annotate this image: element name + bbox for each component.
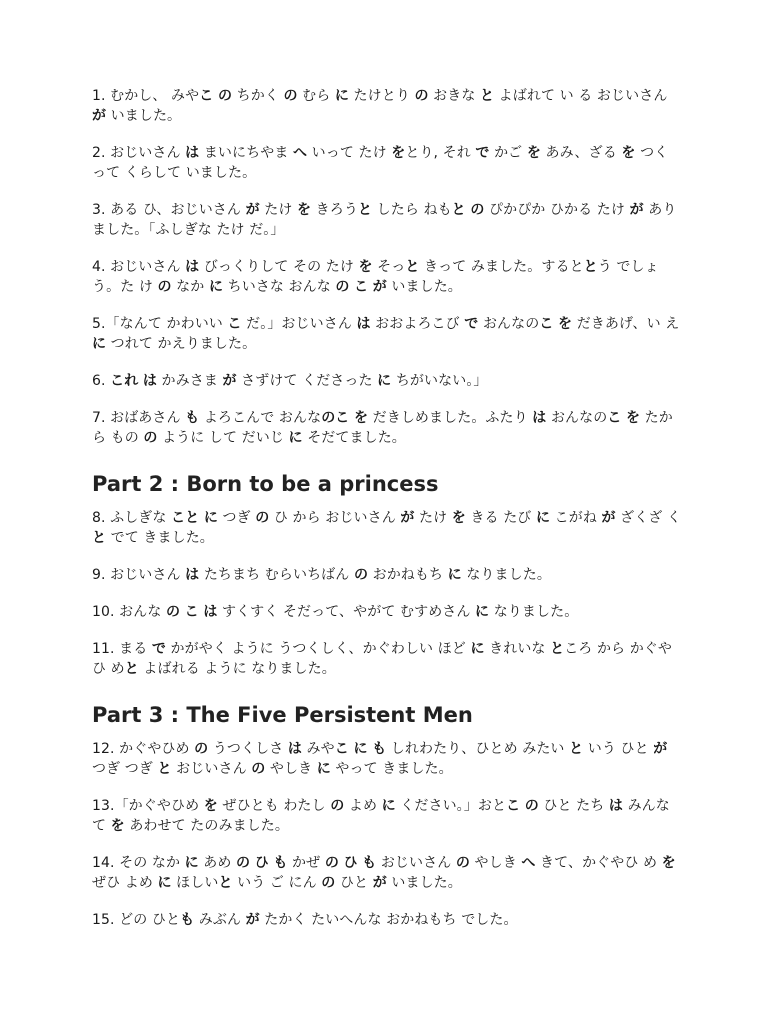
particle-bold: も <box>372 741 387 757</box>
particle-bold: こ <box>539 316 554 332</box>
paragraph <box>92 314 682 354</box>
paragraph <box>92 408 682 448</box>
particle-bold: の <box>194 741 209 757</box>
text-segment: たけ <box>259 202 297 218</box>
particle-bold: こと <box>171 510 200 526</box>
text-segment: いって たけ <box>307 145 392 161</box>
particle-bold: の <box>283 88 298 104</box>
text-segment: さずけて くださった <box>236 373 378 389</box>
text-segment: びっくりして その たけ <box>199 259 359 275</box>
particle-bold: が <box>601 510 616 526</box>
particle-bold: と <box>405 259 420 275</box>
text-segment: そだてました。 <box>302 430 406 446</box>
particle-bold: は <box>532 410 547 426</box>
text-segment: 13.「かぐやひめ <box>92 798 204 814</box>
text-segment: たけとり <box>348 88 415 104</box>
text-segment: おおよろこび <box>370 316 465 332</box>
text-segment: とり, それ <box>405 145 476 161</box>
section-part-3 <box>92 739 682 930</box>
particle-bold: に <box>353 741 368 757</box>
text-segment: よろこんで おんな <box>199 410 322 426</box>
particle-bold: を <box>391 145 406 161</box>
text-segment: みんな て <box>92 798 670 834</box>
text-segment: いう ひと <box>583 741 654 757</box>
text-segment: まいにちやま <box>199 145 293 161</box>
particle-bold: で <box>475 145 490 161</box>
text-segment: つれて かえりました。 <box>106 336 257 352</box>
particle-bold: の <box>321 410 336 426</box>
text-segment: たかく たいへんな おかねもち でした。 <box>259 912 518 928</box>
particle-bold: を <box>203 798 218 814</box>
particle-bold: を <box>110 818 125 834</box>
text-segment: なりました。 <box>461 567 551 583</box>
text-segment: ほしい <box>171 875 219 891</box>
text-segment: よばれて い る おじいさん <box>494 88 668 104</box>
text-segment: だきあげ、い え <box>572 316 680 332</box>
paragraph <box>92 565 682 585</box>
particle-bold: は <box>287 741 302 757</box>
text-segment: ひと たち <box>538 798 609 814</box>
particle-bold: の <box>236 855 251 871</box>
paragraph <box>92 602 682 622</box>
text-segment: でて きました。 <box>106 530 214 546</box>
particle-bold: に <box>203 510 218 526</box>
particle-bold: と <box>569 741 584 757</box>
particle-bold: これ <box>110 373 139 389</box>
text-segment: ちかく <box>232 88 284 104</box>
text-segment: きれいな <box>484 641 551 657</box>
particle-bold: を <box>451 510 466 526</box>
particle-bold: も <box>185 410 200 426</box>
particle-bold: が <box>92 108 107 124</box>
particle-bold: に <box>316 761 331 777</box>
heading-part-2: Part 2 : Born to be a princess <box>92 472 439 496</box>
particle-bold: の <box>524 798 539 814</box>
particle-bold: は <box>185 567 200 583</box>
particle-bold: に <box>157 875 172 891</box>
particle-bold: は <box>356 316 371 332</box>
text-segment: やって きました。 <box>330 761 453 777</box>
particle-bold: に <box>92 336 107 352</box>
text-segment: ように して だいじ <box>157 430 289 446</box>
particle-bold: は <box>185 259 200 275</box>
particle-bold: の <box>335 279 350 295</box>
text-segment: ころ から かぐやひ め <box>92 641 673 677</box>
particle-bold: は <box>142 373 157 389</box>
text-segment: やしき <box>265 761 317 777</box>
particle-bold: こ <box>184 604 199 620</box>
particle-bold: に <box>334 88 349 104</box>
particle-bold: が <box>372 279 387 295</box>
particle-bold: こ <box>335 410 350 426</box>
document-page <box>92 86 682 947</box>
text-segment: たから もの <box>92 410 673 446</box>
text-segment: 7. おばあさん <box>92 410 186 426</box>
text-segment: かみさま <box>156 373 223 389</box>
text-segment: 4. おじいさん <box>92 259 186 275</box>
text-segment: ぜひ よめ <box>92 875 158 891</box>
paragraph <box>92 200 682 240</box>
particle-bold: も <box>362 855 377 871</box>
particle-bold: と <box>218 875 233 891</box>
particle-bold: で <box>151 641 166 657</box>
particle-bold: の <box>455 855 470 871</box>
text-segment: あみ、ざる <box>540 145 622 161</box>
text-segment: おんなの <box>546 410 608 426</box>
text-segment: かがやく ように うつくしく、かぐわしい ほど <box>165 641 471 657</box>
particle-bold: が <box>245 912 260 928</box>
particle-bold: と <box>357 202 373 218</box>
particle-bold: と <box>550 641 565 657</box>
paragraph <box>92 910 682 930</box>
particle-bold: は <box>608 798 624 814</box>
text-segment: きって みました。すると <box>419 259 584 275</box>
particle-bold: と <box>124 661 139 677</box>
text-segment: 5.「なんて かわいい <box>92 316 228 332</box>
text-segment: いう ご にん <box>232 875 322 891</box>
text-segment: 3. ある ひ、おじいさん <box>92 202 246 218</box>
text-segment: 6. <box>92 373 111 389</box>
text-segment: しれわたり、ひとめ みたい <box>386 741 570 757</box>
text-segment: 14. その なか <box>92 855 185 871</box>
text-segment: かぜ <box>287 855 325 871</box>
text-segment: よめ <box>344 798 382 814</box>
particle-bold: に <box>447 567 462 583</box>
particle-bold: も <box>180 912 195 928</box>
text-segment: きる たび <box>465 510 536 526</box>
particle-bold: は <box>185 145 200 161</box>
particle-bold: の <box>143 430 158 446</box>
text-segment: おじいさん <box>376 855 456 871</box>
particle-bold: の <box>321 875 336 891</box>
section-part-2 <box>92 508 682 679</box>
text-segment: あめ <box>198 855 237 871</box>
text-segment: おきな <box>428 88 481 104</box>
text-segment: そっ <box>372 259 406 275</box>
particle-bold: が <box>629 202 644 218</box>
particle-bold: こ <box>506 798 521 814</box>
text-segment: いました。 <box>386 279 462 295</box>
text-segment: ちがいない。」 <box>391 373 488 389</box>
particle-bold: を <box>526 145 541 161</box>
text-segment: ください。」おと <box>395 798 507 814</box>
text-segment: ちいさな おんな <box>223 279 336 295</box>
particle-bold: が <box>222 373 237 389</box>
particle-bold: に <box>381 798 396 814</box>
text-segment: 15. どの ひと <box>92 912 181 928</box>
paragraph <box>92 853 682 893</box>
particle-bold: に <box>288 430 303 446</box>
paragraph <box>92 796 682 836</box>
particle-bold: を <box>558 316 573 332</box>
particle-bold: と <box>157 761 172 777</box>
text-segment: おじいさん <box>171 761 252 777</box>
particle-bold: が <box>372 875 387 891</box>
particle-bold: を <box>358 259 373 275</box>
particle-bold: は <box>203 604 218 620</box>
particle-bold: の <box>324 855 339 871</box>
particle-bold: に <box>377 373 392 389</box>
text-segment: 2. おじいさん <box>92 145 186 161</box>
text-segment: だきしめました。ふたり <box>368 410 533 426</box>
paragraph <box>92 508 682 548</box>
particle-bold: を <box>296 202 312 218</box>
particle-bold: が <box>245 202 260 218</box>
particle-bold: の <box>251 761 266 777</box>
particle-bold: に <box>475 604 490 620</box>
text-segment: きて、かぐやひ め <box>535 855 662 871</box>
particle-bold: で <box>464 316 479 332</box>
text-segment: むら <box>297 88 335 104</box>
text-segment: きろう <box>311 202 358 218</box>
text-segment: みぶん <box>194 912 246 928</box>
particle-bold: の <box>255 510 270 526</box>
text-segment: 9. おじいさん <box>92 567 186 583</box>
text-segment: いました。 <box>386 875 462 891</box>
text-segment: おんなの <box>478 316 540 332</box>
text-segment: なりました。 <box>489 604 579 620</box>
text-segment: つくって くらして いました。 <box>92 145 669 181</box>
particle-bold: こ <box>227 316 242 332</box>
text-segment: 10. おんな <box>92 604 166 620</box>
text-segment: あわせて たのみました。 <box>124 818 289 834</box>
particle-bold: の <box>470 202 485 218</box>
text-segment: ぜひとも わたし <box>217 798 331 814</box>
text-segment: ありました。「ふしぎな たけ だ。」 <box>92 202 677 238</box>
particle-bold: へ <box>521 855 536 871</box>
text-segment: 8. ふしぎな <box>92 510 172 526</box>
paragraph <box>92 371 682 391</box>
particle-bold: の <box>414 88 429 104</box>
particle-bold: を <box>621 145 636 161</box>
text-segment: みや <box>302 741 335 757</box>
text-segment: すくすく そだって、やがて むすめさん <box>217 604 476 620</box>
text-segment: いました。 <box>106 108 182 124</box>
particle-bold: こ <box>354 279 369 295</box>
particle-bold: も <box>273 855 288 871</box>
particle-bold: と <box>583 259 598 275</box>
particle-bold: と <box>480 88 495 104</box>
paragraph <box>92 143 682 183</box>
particle-bold: こ <box>199 88 214 104</box>
particle-bold: が <box>400 510 415 526</box>
particle-bold: を <box>353 410 369 426</box>
text-segment: ひ から おじいさん <box>269 510 401 526</box>
text-segment: おかねもち <box>368 567 448 583</box>
text-segment: つぎ <box>217 510 256 526</box>
particle-bold: に <box>535 510 551 526</box>
particle-bold: の <box>165 604 181 620</box>
text-segment: やしき <box>469 855 522 871</box>
text-segment: たちまち むらいちばん <box>199 567 354 583</box>
text-segment: かご <box>489 145 527 161</box>
particle-bold: に <box>470 641 485 657</box>
particle-bold: ひ <box>343 855 358 871</box>
text-segment: なか <box>171 279 209 295</box>
text-segment: ひと <box>335 875 373 891</box>
particle-bold: の <box>217 88 233 104</box>
heading-part-3: Part 3 : The Five Persistent Men <box>92 703 473 727</box>
particle-bold: こ <box>607 410 622 426</box>
text-segment: 1. むかし、 みや <box>92 88 200 104</box>
particle-bold: ひ <box>254 855 269 871</box>
text-segment: 11. まる <box>92 641 152 657</box>
paragraph <box>92 86 682 126</box>
paragraph <box>92 739 682 779</box>
text-segment: こがね <box>550 510 602 526</box>
particle-bold: を <box>626 410 641 426</box>
text-segment: たけ <box>414 510 452 526</box>
text-segment: だ。」おじいさん <box>241 316 357 332</box>
text-segment: ざくざ く <box>615 510 682 526</box>
text-segment: よばれる ように なりました。 <box>138 661 336 677</box>
section-part-1 <box>92 86 682 448</box>
text-segment: う でしょう。た け <box>92 259 659 295</box>
text-segment: ぴかぴか ひかる たけ <box>484 202 630 218</box>
particle-bold: と <box>92 530 107 546</box>
particle-bold: の <box>353 567 369 583</box>
particle-bold: が <box>653 741 668 757</box>
text-segment: つぎ つぎ <box>92 761 158 777</box>
paragraph <box>92 639 682 679</box>
particle-bold: に <box>208 279 224 295</box>
particle-bold: に <box>184 855 199 871</box>
text-segment: うつくしさ <box>208 741 288 757</box>
particle-bold: の <box>330 798 345 814</box>
particle-bold: と <box>451 202 466 218</box>
particle-bold: こ <box>334 741 349 757</box>
paragraph <box>92 257 682 297</box>
text-segment: したら ねも <box>372 202 452 218</box>
particle-bold: を <box>661 855 676 871</box>
particle-bold: へ <box>292 145 308 161</box>
text-segment: 12. かぐやひめ <box>92 741 195 757</box>
particle-bold: の <box>157 279 172 295</box>
